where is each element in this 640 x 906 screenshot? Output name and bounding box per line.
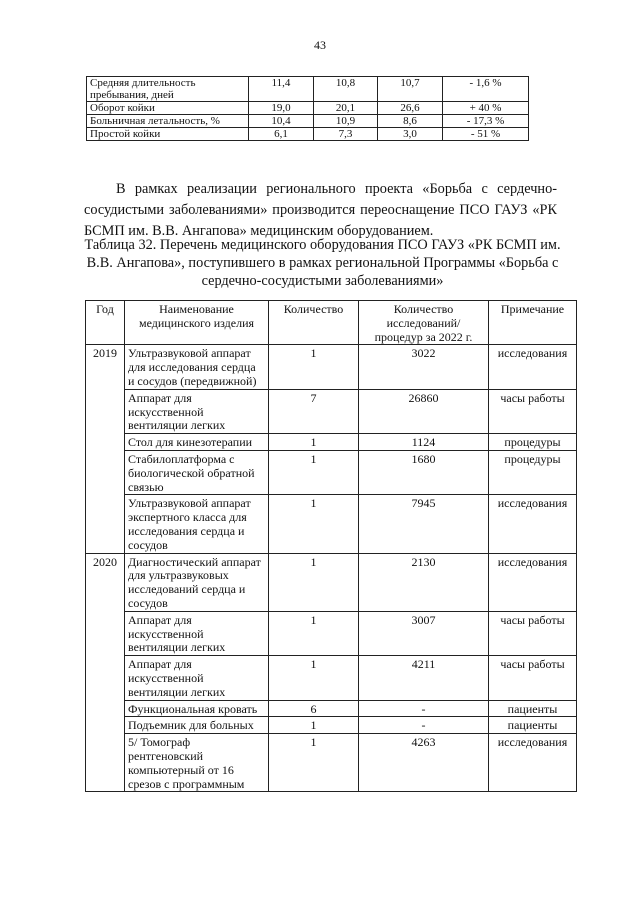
procedures-cell: 7945 [359, 495, 489, 553]
table-row [86, 611, 577, 655]
table-cell: 11,4 [249, 77, 314, 102]
table-cell: + 40 % [443, 102, 529, 115]
note-cell: процедуры [489, 450, 577, 494]
note-cell: исследования [489, 495, 577, 553]
stats-table [86, 76, 529, 141]
header-device-name: Наименование медицинского изделия [125, 301, 269, 345]
table-cell: 8,6 [378, 115, 443, 128]
table-row [86, 717, 577, 734]
note-cell: часы работы [489, 389, 577, 433]
table-cell: - 51 % [443, 128, 529, 141]
table-cell: 7,3 [314, 128, 378, 141]
table-cell: Средняя длительность пребывания, дней [87, 77, 249, 102]
device-name-cell: Аппарат для искусственной вентиляции легких [125, 611, 269, 655]
quantity-cell: 7 [269, 389, 359, 433]
procedures-cell: 4211 [359, 656, 489, 700]
note-cell: часы работы [489, 611, 577, 655]
device-name-cell: 5/ Томограф рентгеновский компьютерный от 16 срезов с программным [125, 734, 269, 792]
table-row [86, 700, 577, 717]
note-cell: процедуры [489, 434, 577, 451]
table-cell: - 17,3 % [443, 115, 529, 128]
header-quantity: Количество [269, 301, 359, 345]
quantity-cell: 1 [269, 345, 359, 389]
quantity-cell: 1 [269, 611, 359, 655]
note-cell: пациенты [489, 700, 577, 717]
table-row [87, 102, 529, 115]
quantity-cell: 1 [269, 734, 359, 792]
device-name-cell: Стабилоплатформа с биологической обратной связью [125, 450, 269, 494]
table-cell: Оборот койки [87, 102, 249, 115]
note-cell: пациенты [489, 717, 577, 734]
year-cell: 2020 [86, 553, 125, 792]
table-row [86, 553, 577, 611]
table-header-row [86, 301, 577, 345]
table-row [86, 389, 577, 433]
note-cell: исследования [489, 734, 577, 792]
procedures-cell: 2130 [359, 553, 489, 611]
table-row [87, 77, 529, 102]
table-cell: Больничная летальность, % [87, 115, 249, 128]
table-cell: - 1,6 % [443, 77, 529, 102]
procedures-cell: - [359, 717, 489, 734]
device-name-cell: Функциональная кровать [125, 700, 269, 717]
procedures-cell: 3022 [359, 345, 489, 389]
note-cell: часы работы [489, 656, 577, 700]
device-name-cell: Аппарат для искусственной вентиляции легких [125, 656, 269, 700]
header-year: Год [86, 301, 125, 345]
table-row [87, 115, 529, 128]
table-cell: 10,4 [249, 115, 314, 128]
table-cell: 10,8 [314, 77, 378, 102]
quantity-cell: 6 [269, 700, 359, 717]
table-cell: 20,1 [314, 102, 378, 115]
procedures-cell: 26860 [359, 389, 489, 433]
quantity-cell: 1 [269, 656, 359, 700]
table-cell: 26,6 [378, 102, 443, 115]
table-row [86, 656, 577, 700]
table-row [86, 434, 577, 451]
header-procedures: Количество исследований/ процедур за 2022 г. [359, 301, 489, 345]
device-name-cell: Ультразвуковой аппарат экспертного класса для исследования сердца и сосудов [125, 495, 269, 553]
year-cell: 2019 [86, 345, 125, 553]
table-cell: 6,1 [249, 128, 314, 141]
procedures-cell: 4263 [359, 734, 489, 792]
table-caption: Таблица 32. Перечень медицинского оборудования ПСО ГАУЗ «РК БСМП им. В.В. Ангапова», поступившего в рамках региональной Программы «Борьба с сердечно-сосудистыми заболеваниями» [84, 237, 561, 289]
note-cell: исследования [489, 553, 577, 611]
table-row [87, 128, 529, 141]
device-name-cell: Подъемник для больных [125, 717, 269, 734]
table-row [86, 345, 577, 389]
device-name-cell: Стол для кинезотерапии [125, 434, 269, 451]
procedures-cell: 1680 [359, 450, 489, 494]
table-cell: 10,9 [314, 115, 378, 128]
header-note: Примечание [489, 301, 577, 345]
table-cell: 19,0 [249, 102, 314, 115]
quantity-cell: 1 [269, 450, 359, 494]
quantity-cell: 1 [269, 553, 359, 611]
device-name-cell: Ультразвуковой аппарат для исследования сердца и сосудов (передвижной) [125, 345, 269, 389]
quantity-cell: 1 [269, 434, 359, 451]
table-row [86, 734, 577, 792]
equipment-table [85, 300, 577, 792]
procedures-cell: 3007 [359, 611, 489, 655]
device-name-cell: Аппарат для искусственной вентиляции легких [125, 389, 269, 433]
page-number: 43 [314, 38, 326, 52]
body-paragraph: В рамках реализации регионального проекта «Борьба с сердечно-сосудистыми заболеваниями» производится переоснащение ПСО ГАУЗ «РК БСМП им. В.В. Ангапова» медицинским оборудованием. [84, 181, 557, 240]
table-row [86, 450, 577, 494]
procedures-cell: 1124 [359, 434, 489, 451]
quantity-cell: 1 [269, 717, 359, 734]
table-cell: Простой койки [87, 128, 249, 141]
procedures-cell: - [359, 700, 489, 717]
quantity-cell: 1 [269, 495, 359, 553]
note-cell: исследования [489, 345, 577, 389]
table-cell: 3,0 [378, 128, 443, 141]
device-name-cell: Диагностический аппарат для ультразвуковых исследований сердца и сосудов [125, 553, 269, 611]
table-row [86, 495, 577, 553]
table-cell: 10,7 [378, 77, 443, 102]
